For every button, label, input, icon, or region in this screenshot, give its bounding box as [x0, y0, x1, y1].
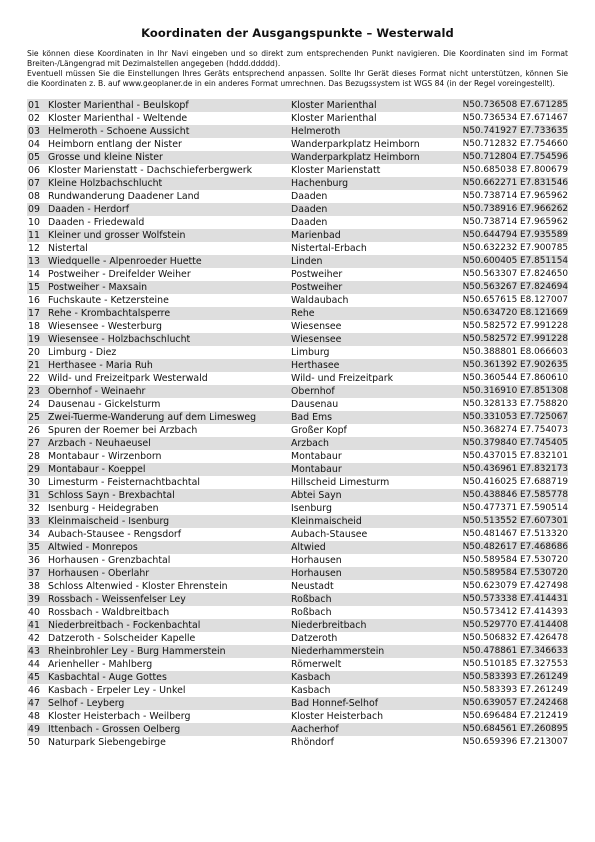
row-number: 28	[28, 451, 40, 462]
coordinates: N50.482617 E7.468686	[462, 542, 568, 552]
table-row	[27, 697, 568, 710]
row-number: 18	[28, 321, 40, 332]
row-number: 16	[28, 295, 40, 306]
start-point: Postweiher	[291, 269, 343, 280]
route-name: Kloster Marienthal - Beulskopf	[48, 100, 189, 111]
start-point: Hachenburg	[291, 178, 349, 189]
table-row	[27, 346, 568, 359]
route-name: Obernhof - Weinaehr	[48, 386, 146, 397]
coordinates: N50.388801 E8.066603	[462, 347, 568, 357]
row-number: 29	[28, 464, 40, 475]
coordinates: N50.583393 E7.261249	[462, 672, 568, 682]
row-number: 07	[28, 178, 40, 189]
row-number: 09	[28, 204, 40, 215]
table-row	[27, 138, 568, 151]
start-point: Daaden	[291, 204, 328, 215]
start-point: Kasbach	[291, 685, 331, 696]
coordinates-table	[27, 99, 568, 749]
start-point: Rhöndorf	[291, 737, 334, 748]
coordinates: N50.436961 E7.832173	[462, 464, 568, 474]
row-number: 43	[28, 646, 40, 657]
route-name: Helmeroth - Schoene Aussicht	[48, 126, 190, 137]
start-point: Kloster Heisterbach	[291, 711, 384, 722]
table-row	[27, 684, 568, 697]
coordinates: N50.684561 E7.260895	[462, 724, 568, 734]
coordinates: N50.634720 E8.121669	[462, 308, 568, 318]
coordinates: N50.328133 E7.758820	[462, 399, 568, 409]
row-number: 26	[28, 425, 40, 436]
table-row	[27, 593, 568, 606]
start-point: Roßbach	[291, 594, 332, 605]
coordinates: N50.623079 E7.427498	[462, 581, 568, 591]
table-row	[27, 125, 568, 138]
coordinates: N50.657615 E8.127007	[462, 295, 568, 305]
route-name: Montabaur - Koeppel	[48, 464, 146, 475]
coordinates: N50.379840 E7.745405	[462, 438, 568, 448]
intro-text	[27, 49, 568, 89]
table-row	[27, 658, 568, 671]
row-number: 14	[28, 269, 40, 280]
table-row	[27, 710, 568, 723]
coordinates: N50.738714 E7.965962	[462, 217, 568, 227]
coordinates: N50.437015 E7.832101	[462, 451, 568, 461]
route-name: Kasbachtal - Auge Gottes	[48, 672, 167, 683]
route-name: Herthasee - Maria Ruh	[48, 360, 153, 371]
table-row	[27, 424, 568, 437]
start-point: Isenburg	[291, 503, 332, 514]
start-point: Limburg	[291, 347, 330, 358]
table-row	[27, 502, 568, 515]
table-row	[27, 268, 568, 281]
row-number: 39	[28, 594, 40, 605]
coordinates: N50.563307 E7.824650	[462, 269, 568, 279]
table-row	[27, 554, 568, 567]
row-number: 38	[28, 581, 40, 592]
coordinates: N50.736508 E7.671285	[462, 100, 568, 110]
row-number: 37	[28, 568, 40, 579]
table-row	[27, 255, 568, 268]
row-number: 45	[28, 672, 40, 683]
route-name: Montabaur - Wirzenborn	[48, 451, 162, 462]
start-point: Horhausen	[291, 568, 342, 579]
table-row	[27, 515, 568, 528]
coordinates: N50.438846 E7.585778	[462, 490, 568, 500]
row-number: 13	[28, 256, 40, 267]
table-row	[27, 320, 568, 333]
table-row	[27, 372, 568, 385]
start-point: Montabaur	[291, 464, 342, 475]
row-number: 33	[28, 516, 40, 527]
row-number: 06	[28, 165, 40, 176]
table-row	[27, 541, 568, 554]
route-name: Wiesensee - Westerburg	[48, 321, 162, 332]
start-point: Neustadt	[291, 581, 334, 592]
coordinates: N50.583393 E7.261249	[462, 685, 568, 695]
route-name: Rossbach - Weissenfelser Ley	[48, 594, 186, 605]
coordinates: N50.331053 E7.725067	[462, 412, 568, 422]
route-name: Isenburg - Heidegraben	[48, 503, 159, 514]
start-point: Waldaubach	[291, 295, 349, 306]
start-point: Römerwelt	[291, 659, 342, 670]
row-number: 03	[28, 126, 40, 137]
route-name: Naturpark Siebengebirge	[48, 737, 166, 748]
table-row	[27, 281, 568, 294]
route-name: Kleiner und grosser Wolfstein	[48, 230, 186, 241]
coordinates: N50.316910 E7.851308	[462, 386, 568, 396]
route-name: Schloss Sayn - Brexbachtal	[48, 490, 175, 501]
coordinates: N50.662271 E7.831546	[462, 178, 568, 188]
route-name: Arienheller - Mahlberg	[48, 659, 153, 670]
row-number: 42	[28, 633, 40, 644]
table-row	[27, 411, 568, 424]
table-row	[27, 476, 568, 489]
route-name: Rundwanderung Daadener Land	[48, 191, 200, 202]
start-point: Datzeroth	[291, 633, 338, 644]
route-name: Wiedquelle - Alpenroeder Huette	[48, 256, 202, 267]
start-point: Linden	[291, 256, 323, 267]
start-point: Abtei Sayn	[291, 490, 342, 501]
coordinates: N50.582572 E7.991228	[462, 321, 568, 331]
coordinates: N50.506832 E7.426478	[462, 633, 568, 643]
row-number: 15	[28, 282, 40, 293]
row-number: 05	[28, 152, 40, 163]
page-title: Koordinaten der Ausgangspunkte – Westerwald	[141, 26, 454, 40]
route-name: Selhof - Leyberg	[48, 698, 125, 709]
row-number: 12	[28, 243, 40, 254]
start-point: Wiesensee	[291, 334, 342, 345]
coordinates: N50.563267 E7.824694	[462, 282, 568, 292]
row-number: 36	[28, 555, 40, 566]
route-name: Postweiher - Maxsain	[48, 282, 148, 293]
row-number: 25	[28, 412, 40, 423]
route-name: Kleinmaischeid - Isenburg	[48, 516, 170, 527]
row-number: 44	[28, 659, 40, 670]
table-row	[27, 229, 568, 242]
coordinates: N50.589584 E7.530720	[462, 568, 568, 578]
table-row	[27, 398, 568, 411]
route-name: Rehe - Krombachtalsperre	[48, 308, 171, 319]
table-row	[27, 580, 568, 593]
start-point: Bad Honnef-Selhof	[291, 698, 379, 709]
row-number: 50	[28, 737, 40, 748]
coordinates: N50.416025 E7.688719	[462, 477, 568, 487]
route-name: Zwei-Tuerme-Wanderung auf dem Limesweg	[48, 412, 257, 423]
table-row	[27, 606, 568, 619]
route-name: Aubach-Stausee - Rengsdorf	[48, 529, 182, 540]
route-name: Kloster Heisterbach - Weilberg	[48, 711, 191, 722]
start-point: Kasbach	[291, 672, 331, 683]
start-point: Marienbad	[291, 230, 341, 241]
route-name: Arzbach - Neuhaeusel	[48, 438, 151, 449]
table-row	[27, 450, 568, 463]
row-number: 34	[28, 529, 40, 540]
start-point: Aacherhof	[291, 724, 339, 735]
table-row	[27, 190, 568, 203]
coordinates: N50.685038 E7.800679	[462, 165, 568, 175]
start-point: Kloster Marienthal	[291, 100, 377, 111]
coordinates: N50.360544 E7.860610	[462, 373, 568, 383]
coordinates: N50.600405 E7.851154	[462, 256, 568, 266]
start-point: Nistertal-Erbach	[291, 243, 367, 254]
table-row	[27, 112, 568, 125]
table-row	[27, 528, 568, 541]
coordinates: N50.589584 E7.530720	[462, 555, 568, 565]
route-name: Spuren der Roemer bei Arzbach	[48, 425, 198, 436]
route-name: Kloster Marienstatt - Dachschieferbergwerk	[48, 165, 253, 176]
route-name: Fuchskaute - Ketzersteine	[48, 295, 169, 306]
start-point: Horhausen	[291, 555, 342, 566]
coordinates: N50.368274 E7.754073	[462, 425, 568, 435]
row-number: 32	[28, 503, 40, 514]
start-point: Rehe	[291, 308, 315, 319]
coordinates: N50.481467 E7.513320	[462, 529, 568, 539]
start-point: Wiesensee	[291, 321, 342, 332]
table-row	[27, 736, 568, 749]
row-number: 19	[28, 334, 40, 345]
coordinates: N50.738714 E7.965962	[462, 191, 568, 201]
coordinates: N50.361392 E7.902635	[462, 360, 568, 370]
coordinates: N50.477371 E7.590514	[462, 503, 568, 513]
start-point: Herthasee	[291, 360, 340, 371]
coordinates: N50.712832 E7.754660	[462, 139, 568, 149]
coordinates: N50.696484 E7.212419	[462, 711, 568, 721]
table-row	[27, 216, 568, 229]
route-name: Daaden - Herdorf	[48, 204, 130, 215]
route-name: Heimborn entlang der Nister	[48, 139, 182, 150]
route-name: Nistertal	[48, 243, 88, 254]
route-name: Schloss Altenwied - Kloster Ehrenstein	[48, 581, 228, 592]
start-point: Postweiher	[291, 282, 343, 293]
route-name: Rossbach - Waldbreitbach	[48, 607, 170, 618]
route-name: Datzeroth - Solscheider Kapelle	[48, 633, 196, 644]
start-point: Aubach-Stausee	[291, 529, 368, 540]
coordinates: N50.659396 E7.213007	[462, 737, 568, 747]
start-point: Niederbreitbach	[291, 620, 367, 631]
start-point: Dausenau	[291, 399, 339, 410]
start-point: Wild- und Freizeitpark	[291, 373, 394, 384]
table-row	[27, 632, 568, 645]
table-row	[27, 333, 568, 346]
table-row	[27, 242, 568, 255]
route-name: Limesturm - Feisternachtbachtal	[48, 477, 200, 488]
coordinates: N50.632232 E7.900785	[462, 243, 568, 253]
route-name: Kloster Marienthal - Weltende	[48, 113, 188, 124]
route-name: Wild- und Freizeitpark Westerwald	[48, 373, 208, 384]
table-row	[27, 294, 568, 307]
route-name: Ittenbach - Grossen Oelberg	[48, 724, 181, 735]
route-name: Horhausen - Oberlahr	[48, 568, 150, 579]
start-point: Wanderparkplatz Heimborn	[291, 152, 420, 163]
table-row	[27, 385, 568, 398]
document-page	[27, 26, 568, 749]
table-row	[27, 151, 568, 164]
coordinates: N50.736534 E7.671467	[462, 113, 568, 123]
route-name: Rheinbrohler Ley - Burg Hammerstein	[48, 646, 226, 657]
coordinates: N50.582572 E7.991228	[462, 334, 568, 344]
start-point: Daaden	[291, 217, 328, 228]
start-point: Kleinmaischeid	[291, 516, 362, 527]
row-number: 01	[28, 100, 40, 111]
route-name: Postweiher - Dreifelder Weiher	[48, 269, 191, 280]
row-number: 49	[28, 724, 40, 735]
route-name: Limburg - Diez	[48, 347, 117, 358]
table-row	[27, 567, 568, 580]
route-name: Niederbreitbach - Fockenbachtal	[48, 620, 201, 631]
row-number: 40	[28, 607, 40, 618]
start-point: Obernhof	[291, 386, 335, 397]
start-point: Arzbach	[291, 438, 329, 449]
table-row	[27, 177, 568, 190]
coordinates: N50.639057 E7.242468	[462, 698, 568, 708]
route-name: Daaden - Friedewald	[48, 217, 145, 228]
coordinates: N50.513552 E7.607301	[462, 516, 568, 526]
route-name: Kasbach - Erpeler Ley - Unkel	[48, 685, 186, 696]
coordinates: N50.478861 E7.346633	[462, 646, 568, 656]
row-number: 46	[28, 685, 40, 696]
coordinates: N50.741927 E7.733635	[462, 126, 568, 136]
start-point: Großer Kopf	[291, 425, 347, 436]
row-number: 48	[28, 711, 40, 722]
row-number: 21	[28, 360, 40, 371]
row-number: 47	[28, 698, 40, 709]
table-row	[27, 463, 568, 476]
row-number: 35	[28, 542, 40, 553]
row-number: 02	[28, 113, 40, 124]
coordinates: N50.529770 E7.414408	[462, 620, 568, 630]
coordinates: N50.738916 E7.966262	[462, 204, 568, 214]
row-number: 04	[28, 139, 40, 150]
start-point: Bad Ems	[291, 412, 333, 423]
start-point: Kloster Marienstatt	[291, 165, 381, 176]
table-row	[27, 164, 568, 177]
start-point: Kloster Marienthal	[291, 113, 377, 124]
row-number: 11	[28, 230, 40, 241]
row-number: 22	[28, 373, 40, 384]
table-row	[27, 307, 568, 320]
table-row	[27, 723, 568, 736]
row-number: 10	[28, 217, 40, 228]
route-name: Wiesensee - Holzbachschlucht	[48, 334, 191, 345]
start-point: Hillscheid Limesturm	[291, 477, 390, 488]
start-point: Niederhammerstein	[291, 646, 385, 657]
table-row	[27, 203, 568, 216]
start-point: Daaden	[291, 191, 328, 202]
coordinates: N50.644794 E7.935589	[462, 230, 568, 240]
start-point: Helmeroth	[291, 126, 341, 137]
table-row	[27, 437, 568, 450]
table-row	[27, 489, 568, 502]
row-number: 17	[28, 308, 40, 319]
table-row	[27, 619, 568, 632]
row-number: 31	[28, 490, 40, 501]
route-name: Dausenau - Gickelsturm	[48, 399, 161, 410]
coordinates: N50.510185 E7.327553	[462, 659, 568, 669]
route-name: Horhausen - Grenzbachtal	[48, 555, 171, 566]
intro-paragraph-1: Sie können diese Koordinaten in Ihr Navi eingeben und so direkt zum entsprechenden Punkt navigieren. Die Koordinaten sind im Format Breiten-/Längengrad mit Dezimalstellen angegeben (hddd.ddddd).	[27, 49, 568, 68]
route-name: Grosse und kleine Nister	[48, 152, 163, 163]
row-number: 27	[28, 438, 40, 449]
route-name: Kleine Holzbachschlucht	[48, 178, 163, 189]
coordinates: N50.573338 E7.414431	[462, 594, 568, 604]
coordinates: N50.573412 E7.414393	[462, 607, 568, 617]
table-row	[27, 671, 568, 684]
row-number: 20	[28, 347, 40, 358]
table-row	[27, 645, 568, 658]
table-row	[27, 99, 568, 112]
row-number: 24	[28, 399, 40, 410]
route-name: Altwied - Monrepos	[48, 542, 138, 553]
start-point: Wanderparkplatz Heimborn	[291, 139, 420, 150]
row-number: 08	[28, 191, 40, 202]
start-point: Roßbach	[291, 607, 332, 618]
table-row	[27, 359, 568, 372]
coordinates: N50.712804 E7.754596	[462, 152, 568, 162]
start-point: Montabaur	[291, 451, 342, 462]
row-number: 41	[28, 620, 40, 631]
start-point: Altwied	[291, 542, 326, 553]
row-number: 30	[28, 477, 40, 488]
intro-paragraph-2: Eventuell müssen Sie die Einstellungen Ihres Geräts entsprechend anpassen. Sollte Ihr Gerät dieses Format nicht unterstützen, können Sie die Koordinaten z. B. auf www.geoplaner.de in ein anderes Format umrechnen. Das Bezugssystem ist WGS 84 (in der Regel voreingestellt).	[27, 69, 568, 88]
row-number: 23	[28, 386, 40, 397]
